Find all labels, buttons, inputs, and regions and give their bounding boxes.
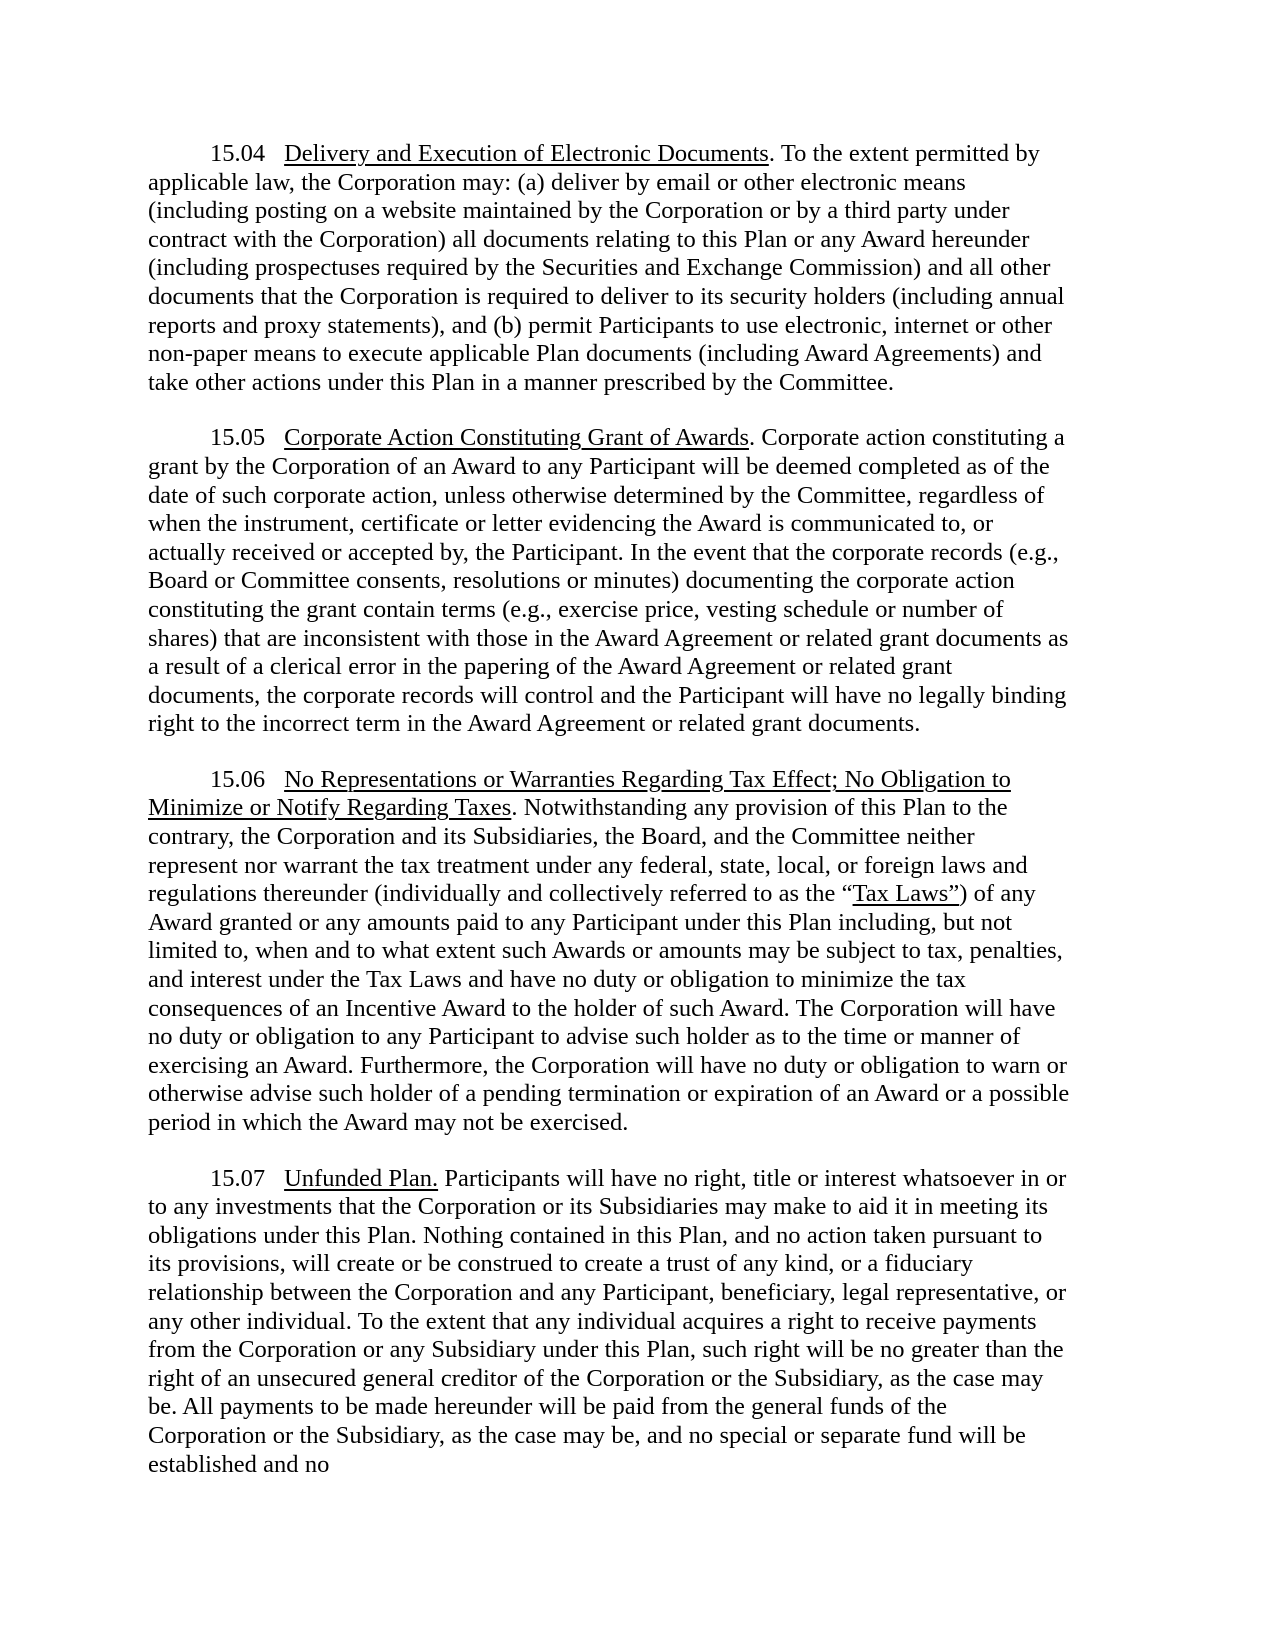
section-number-gap-15-07: [265, 1165, 284, 1192]
section-text-15-04: . To the extent permitted by applicable law, the Corporation may: (a) deliver by email or other electronic means (including posting on a website maintained by the Corporation or by a third party under contract with the Corporation) all documents relating to this Plan or any Award hereunder (including prospectuses required by the Securities and Exchange Commission) and all other documents that the Corporation is required to deliver to its security holders (including annual reports and proxy statements), and (b) permit Participants to use electronic, internet or other non-paper means to execute applicable Plan documents (including Award Agreements) and take other actions under this Plan in a manner prescribed by the Committee.: [148, 140, 1065, 396]
section-number-15-07: 15.07: [210, 1164, 266, 1192]
section-text-15-06-part1: . Notwithstanding any provision of this Plan to the contrary, the Corporation and its Subsidiaries, the Board, and the Committee neither represent nor warrant the tax treatment under any federal, state, local, or foreign laws and regulations thereunder (individually and collectively referred to as the “: [148, 794, 1028, 908]
section-title-15-06: No Representations or Warranties Regarding Tax Effect; No Obligation to Minimize or Notify Regarding Taxes: [148, 765, 1011, 822]
section-number-gap-15-06: [265, 766, 284, 793]
section-text-15-06-part2: ) of any Award granted or any amounts paid to any Participant under this Plan including, but not limited to, when and to what extent such Awards or amounts may be subject to tax, penalties, and interest under the Tax Laws and have no duty or obligation to minimize the tax consequences of an Incentive Award to the holder of such Award. The Corporation will have no duty or obligation to any Participant to advise such holder as to the time or manner of exercising an Award. Furthermore, the Corporation will have no duty or obligation to warn or otherwise advise such holder of a pending termination or expiration of an Award or a possible period in which the Award may not be exercised.: [148, 880, 1070, 1136]
section-title-15-05: Corporate Action Constituting Grant of Awards: [284, 424, 749, 452]
section-title-15-04: Delivery and Execution of Electronic Documents: [284, 140, 769, 167]
section-text-15-07: Participants will have no right, title or interest whatsoever in or to any investments that the Corporation or its Subsidiaries may make to aid it in meeting its obligations under this Plan. Nothing contained in this Plan, and no action taken pursuant to its provisions, will create or be construed to create a trust of any kind, or a fiduciary relationship between the Corporation and any Participant, beneficiary, legal representative, or any other individual. To the extent that any individual acquires a right to receive payments from the Corporation or any Subsidiary under this Plan, such right will be no greater than the right of an unsecured general creditor of the Corporation or the Subsidiary, as the case may be. All payments to be made hereunder will be paid from the general funds of the Corporation or the Subsidiary, as the case may be, and no special or separate fund will be established and no: [148, 1164, 1067, 1478]
defined-term-tax-laws: Tax Laws”: [852, 880, 960, 908]
section-title-15-07: Unfunded Plan.: [284, 1164, 439, 1192]
section-number-gap-15-04: [265, 140, 284, 167]
document-body: [148, 140, 1070, 1479]
section-paragraph-15-07: [148, 1165, 1070, 1480]
section-number-gap-15-05: [265, 424, 284, 451]
section-paragraph-15-05: [148, 424, 1070, 739]
section-text-15-05: . Corporate action constituting a grant by the Corporation of an Award to any Participant will be deemed completed as of the date of such corporate action, unless otherwise determined by the Committee, regardless of when the instrument, certificate or letter evidencing the Award is communicated to, or actually received or accepted by, the Participant. In the event that the corporate records (e.g., Board or Committee consents, resolutions or minutes) documenting the corporate action constituting the grant contain terms (e.g., exercise price, vesting schedule or number of shares) that are inconsistent with those in the Award Agreement or related grant documents as a result of a clerical error in the papering of the Award Agreement or related grant documents, the corporate records will control and the Participant will have no legally binding right to the incorrect term in the Award Agreement or related grant documents.: [148, 424, 1069, 738]
section-number-15-05: 15.05: [210, 424, 266, 452]
section-number-15-06: 15.06: [210, 765, 266, 793]
section-paragraph-15-04: [148, 140, 1070, 397]
section-paragraph-15-06: [148, 766, 1070, 1138]
section-number-15-04: 15.04: [210, 140, 266, 167]
